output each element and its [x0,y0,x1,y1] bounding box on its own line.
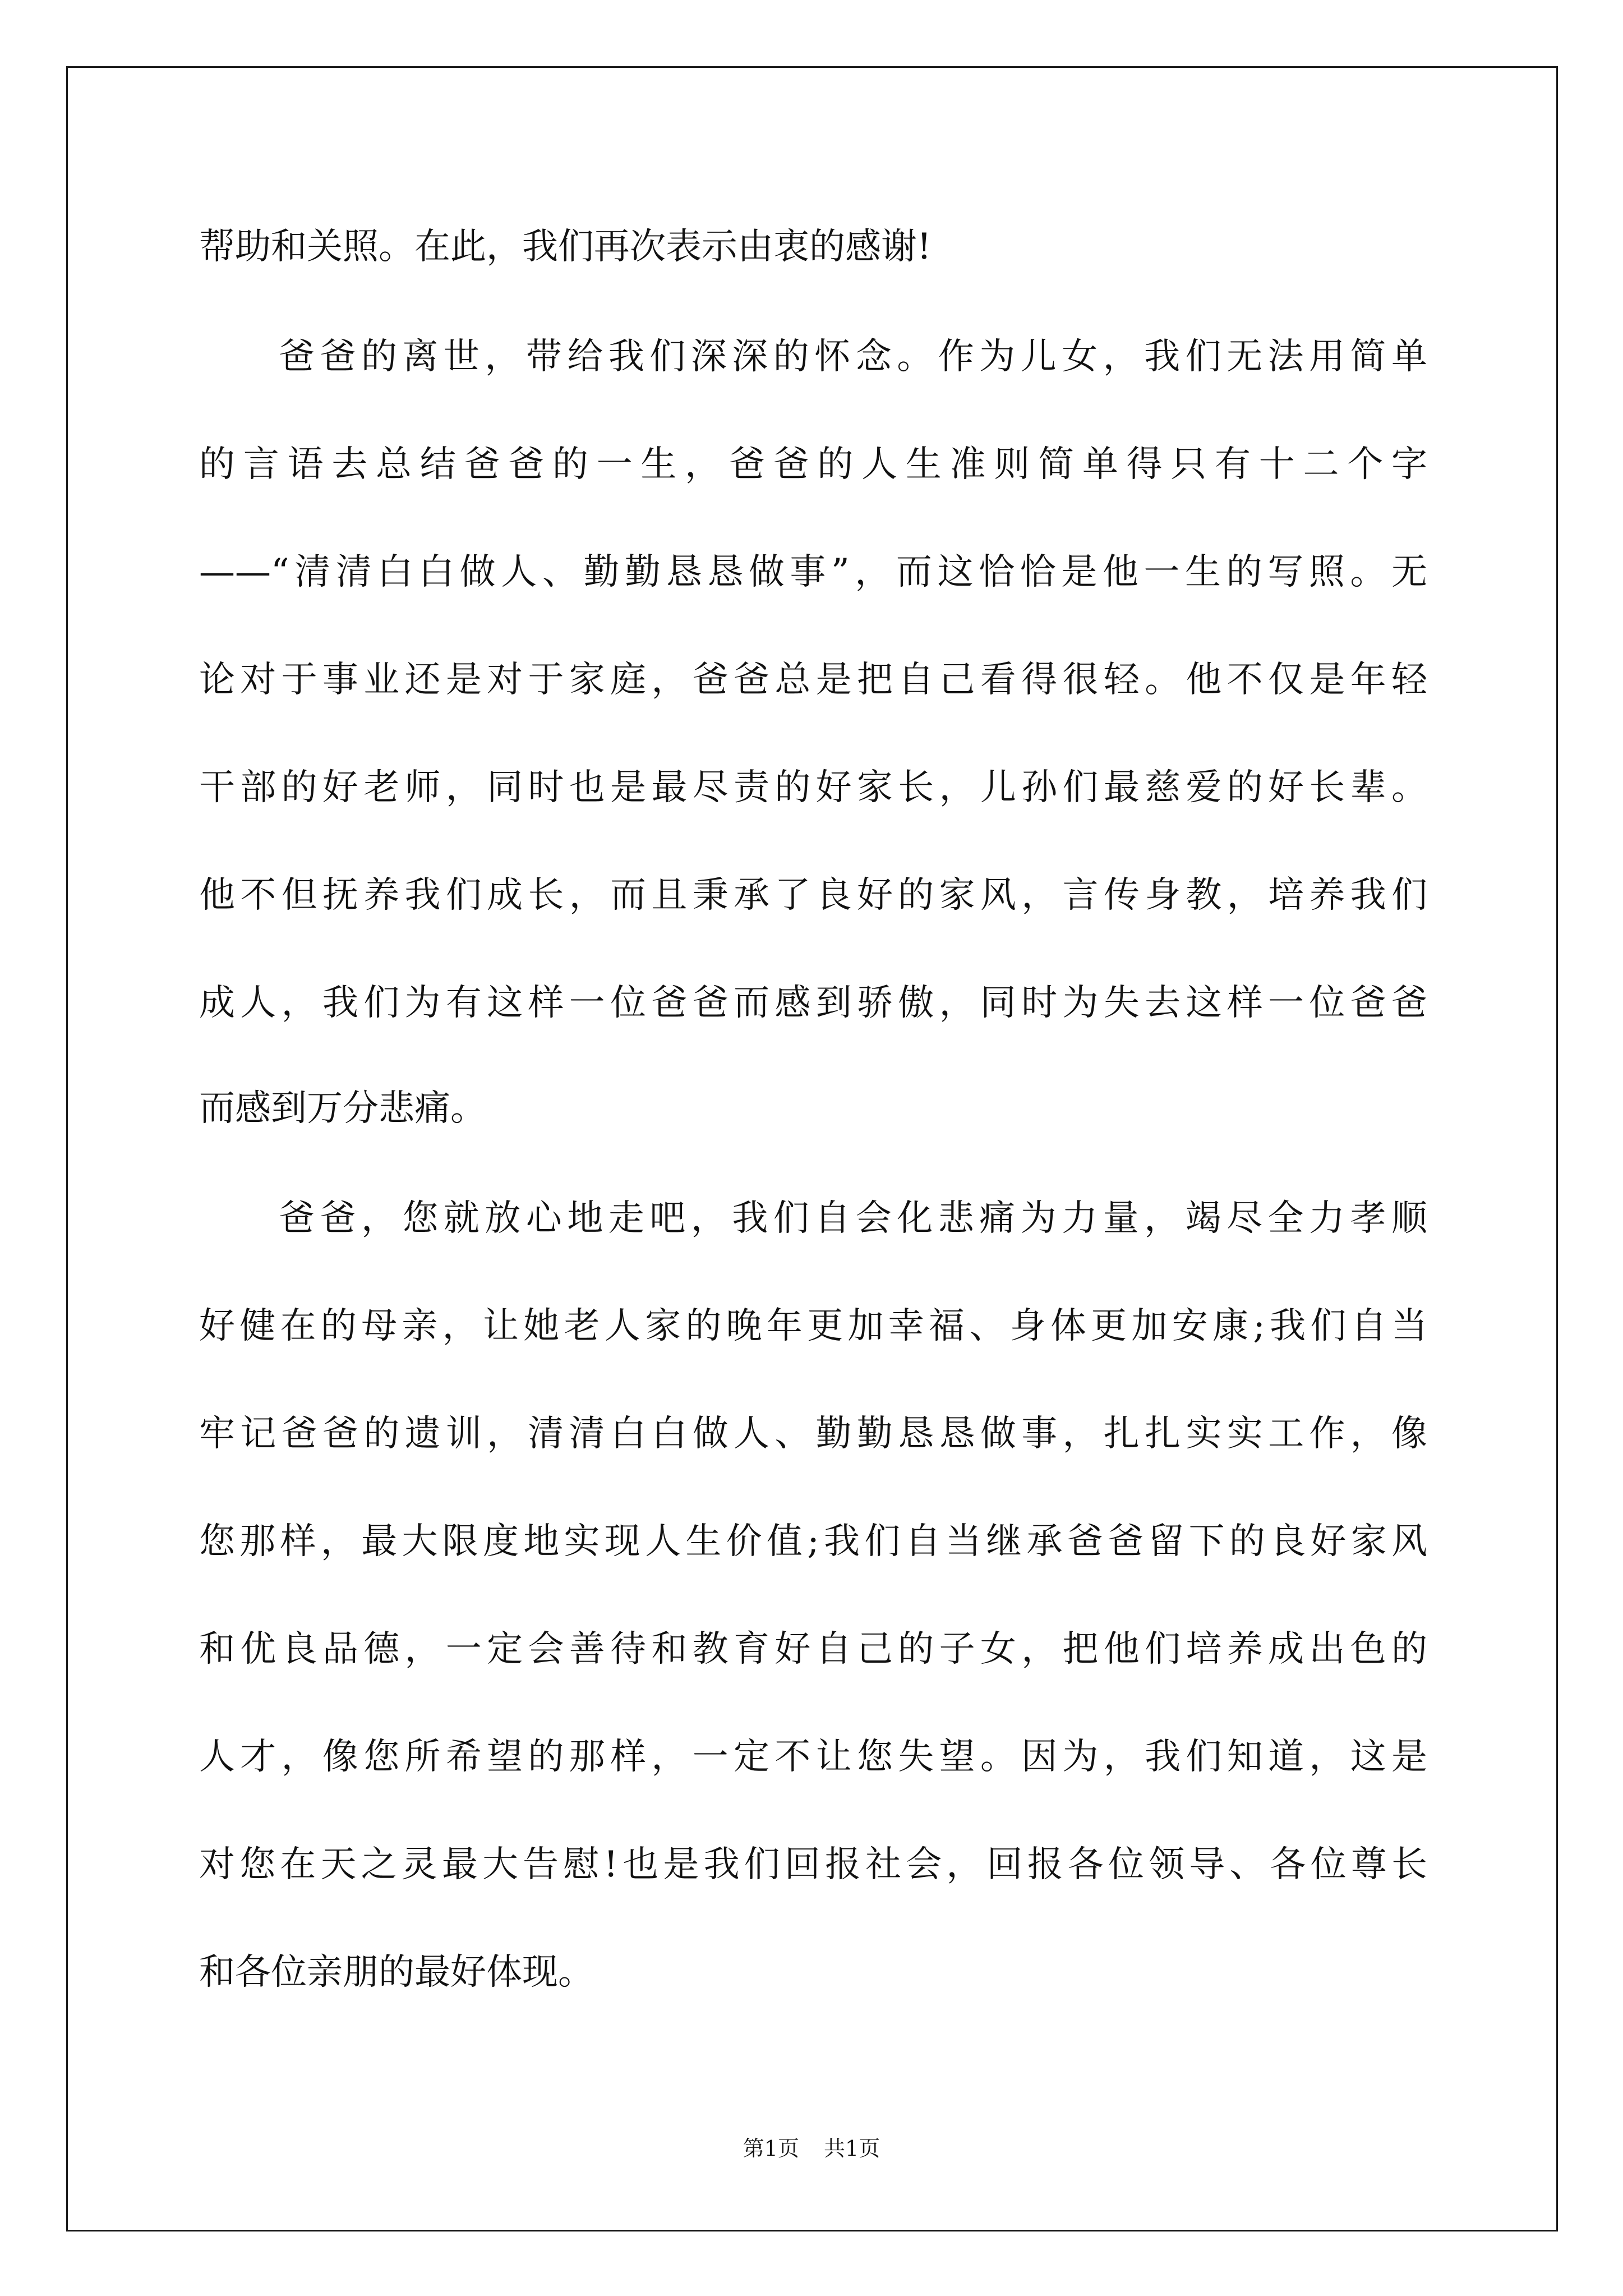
text-line: 成人，我们为有这样一位爸爸而感到骄傲，同时为失去这样一位爸爸 [199,982,1427,1024]
text-line: ——“清清白白做人、勤勤恳恳做事”，而这恰恰是他一生的写照。无 [199,551,1427,593]
text-line: 他不但抚养我们成长，而且秉承了良好的家风，言传身教，培养我们 [199,875,1427,916]
text-line: 干部的好老师，同时也是最尽责的好家长，儿孙们最慈爱的好长辈。 [199,767,1427,808]
text-line: 帮助和关照。在此，我们再次表示由衷的感谢! [199,226,932,268]
text-line: 好健在的母亲，让她老人家的晚年更加幸福、身体更加安康;我们自当 [199,1305,1427,1347]
paragraph-start-line: 爸爸，您就放心地走吧，我们自会化悲痛为力量，竭尽全力孝顺 [279,1198,1427,1239]
text-line: 和各位亲朋的最好体现。 [199,1952,594,1993]
text-line: 而感到万分悲痛。 [199,1088,486,1129]
text-line: 对您在天之灵最大告慰!也是我们回报社会，回报各位领导、各位尊长 [199,1844,1427,1885]
page-number: 第1页 [743,2136,799,2161]
text-line: 您那样，最大限度地实现人生价值;我们自当继承爸爸留下的良好家风 [199,1521,1427,1562]
paragraph-start-line: 爸爸的离世，带给我们深深的怀念。作为儿女，我们无法用简单 [279,336,1427,378]
page-total: 共1页 [824,2136,880,2161]
text-line: 牢记爸爸的遗训，清清白白做人、勤勤恳恳做事，扎扎实实工作，像 [199,1413,1427,1455]
text-line: 论对于事业还是对于家庭，爸爸总是把自己看得很轻。他不仅是年轻 [199,659,1427,701]
text-line: 人才，像您所希望的那样，一定不让您失望。因为，我们知道，这是 [199,1736,1427,1778]
text-line: 的言语去总结爸爸的一生，爸爸的人生准则简单得只有十二个字 [199,444,1427,485]
text-line: 和优良品德，一定会善待和教育好自己的子女，把他们培养成出色的 [199,1628,1427,1670]
page-footer [0,2132,1623,2165]
page-border [66,66,1558,2231]
